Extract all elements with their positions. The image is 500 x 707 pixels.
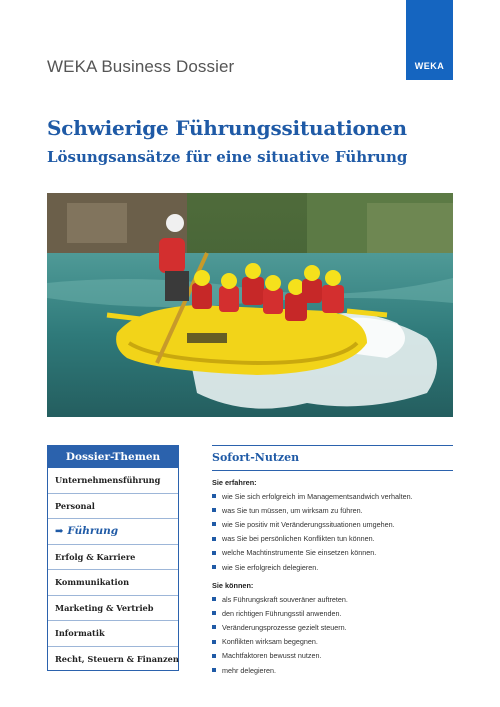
list-item-text: wie Sie sich erfolgreich im Managementsandwich verhalten. xyxy=(222,491,413,501)
list-item xyxy=(212,592,457,606)
topic-item[interactable] xyxy=(48,545,178,571)
list-item xyxy=(212,532,457,546)
logo-text: WEKA xyxy=(414,61,445,71)
bullet-icon xyxy=(212,551,216,555)
learn-label: Sie erfahren: xyxy=(212,478,257,487)
bullet-icon xyxy=(212,537,216,541)
bullet-icon xyxy=(212,522,216,526)
topic-label: Recht, Steuern & Finanzen xyxy=(55,654,179,665)
bullet-icon xyxy=(212,640,216,644)
list-item-text: den richtigen Führungsstil anwenden. xyxy=(222,608,342,618)
topic-label: Kommunikation xyxy=(55,577,130,588)
list-item xyxy=(212,606,457,620)
list-item xyxy=(212,489,457,503)
list-item xyxy=(212,663,457,677)
topic-label: Erfolg & Karriere xyxy=(55,551,136,562)
list-item xyxy=(212,649,457,663)
dossier-topics-box xyxy=(47,445,179,671)
arrow-right-icon: ➡ xyxy=(55,525,64,537)
topic-label: Führung xyxy=(67,525,119,538)
topic-label: Unternehmensführung xyxy=(55,475,161,486)
list-item-text: als Führungskraft souveräner auftreten. xyxy=(222,594,348,604)
weka-logo xyxy=(406,0,453,80)
divider xyxy=(212,470,453,471)
rafting-illustration xyxy=(47,193,453,417)
list-item xyxy=(212,620,457,634)
bullet-icon xyxy=(212,654,216,658)
can-label: Sie können: xyxy=(212,581,254,590)
list-item xyxy=(212,503,457,517)
list-item-text: Konflikten wirksam begegnen. xyxy=(222,637,318,647)
page-title: Schwierige Führungssituationen xyxy=(47,116,407,140)
topic-item[interactable] xyxy=(48,570,178,596)
bullet-icon xyxy=(212,611,216,615)
bullet-icon xyxy=(212,625,216,629)
topic-item[interactable] xyxy=(48,621,178,647)
bullet-icon xyxy=(212,565,216,569)
divider xyxy=(212,445,453,446)
list-item xyxy=(212,560,457,574)
bullet-icon xyxy=(212,494,216,498)
list-item-text: was Sie tun müssen, um wirksam zu führen. xyxy=(222,505,363,515)
topic-item-active[interactable] xyxy=(48,519,178,545)
page-subtitle: Lösungsansätze für eine situative Führung xyxy=(47,148,408,166)
list-item-text: welche Machtinstrumente Sie einsetzen können. xyxy=(222,548,377,558)
list-item xyxy=(212,546,457,560)
topic-item[interactable] xyxy=(48,468,178,494)
can-list xyxy=(212,592,457,677)
list-item xyxy=(212,635,457,649)
topic-label: Marketing & Vertrieb xyxy=(55,602,154,613)
topic-label: Informatik xyxy=(55,628,105,639)
list-item-text: wie Sie positiv mit Veränderungssituationen umgehen. xyxy=(222,519,395,529)
list-item-text: Veränderungsprozesse gezielt steuern. xyxy=(222,622,347,632)
series-name: WEKA Business Dossier xyxy=(47,57,235,76)
bullet-icon xyxy=(212,668,216,672)
learn-list xyxy=(212,489,457,574)
list-item-text: wie Sie erfolgreich delegieren. xyxy=(222,562,319,572)
bullet-icon xyxy=(212,597,216,601)
topic-item[interactable] xyxy=(48,647,178,673)
benefits-heading: Sofort-Nutzen xyxy=(212,451,300,464)
topic-label: Personal xyxy=(55,500,95,511)
list-item-text: mehr delegieren. xyxy=(222,665,276,675)
topics-heading: Dossier-Themen xyxy=(48,446,178,468)
bullet-icon xyxy=(212,508,216,512)
topic-item[interactable] xyxy=(48,596,178,622)
list-item-text: was Sie bei persönlichen Konflikten tun können. xyxy=(222,534,375,544)
list-item-text: Machtfaktoren bewusst nutzen. xyxy=(222,651,322,661)
topic-item[interactable] xyxy=(48,494,178,520)
rafting-photo xyxy=(47,193,453,417)
list-item xyxy=(212,517,457,531)
